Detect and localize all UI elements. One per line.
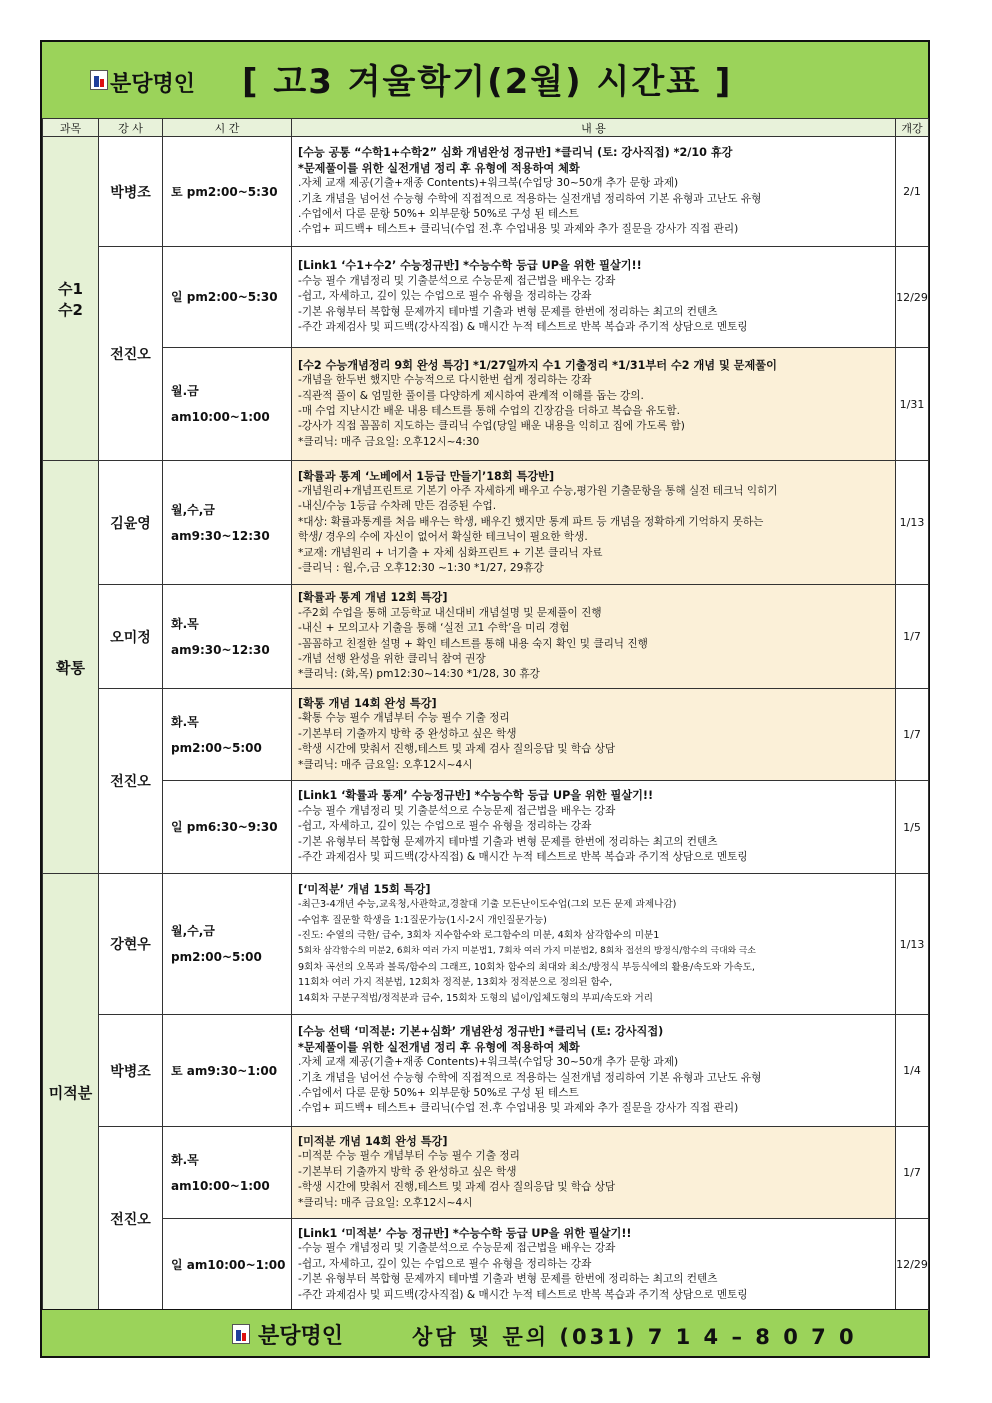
content-cell: [292, 137, 896, 247]
header-brand: 분당명인: [110, 72, 196, 97]
content-line: *클리닉: 매주 금요일: 오후12시~4시: [298, 1196, 473, 1209]
content-line: -주간 과제검사 및 피드백(강사직접) & 매시간 누적 테스트로 반복 복습과 주기적 상담으로 멘토링: [298, 851, 748, 864]
page-header: [42, 42, 928, 119]
footer-brand: 분당명인: [258, 1324, 344, 1349]
time-days: 월,수,금: [171, 924, 215, 938]
content-line: -미적분 수능 필수 개념부터 수능 필수 기출 정리: [298, 1150, 520, 1163]
open-date: 1/4: [896, 1015, 929, 1127]
timetable-frame: [40, 40, 930, 1358]
content-line: 9회차 곡선의 오목과 볼록/함수의 그래프, 10회차 함수의 최대와 최소/방정식 부등식에의 활용/속도와 가속도,: [298, 961, 755, 973]
table-row: [43, 781, 929, 874]
table-header-row: [43, 119, 929, 137]
table-row: [43, 585, 929, 689]
open-date: 1/7: [896, 1127, 929, 1219]
content-line: -매 수업 지난시간 배운 내용 테스트를 통해 수업의 긴장감을 더하고 복습을 유도함.: [298, 405, 680, 417]
subject-probability: 확통: [43, 461, 99, 874]
content-cell: [292, 247, 896, 348]
time-hours: am10:00~1:00: [171, 410, 270, 424]
time-days: 월.금: [171, 384, 199, 398]
content-line: .기초 개념을 넘어선 수능형 수학에 직접적으로 적용하는 실전개념 정리하여 기본 유형과 고난도 유형: [298, 1071, 762, 1084]
col-time: 시 간: [163, 119, 292, 137]
table-row: [43, 1015, 929, 1127]
content-line: 학생/ 경우의 수에 자신이 없어서 확실한 테크닉이 필요한 학생.: [298, 531, 588, 544]
content-line: .자체 교재 제공(기출+재종 Contents)+워크북(수업당 30~50개 추가 문항 과제): [298, 177, 679, 190]
teacher-cell: 박병조: [99, 1015, 163, 1127]
content-line: -클리닉 : 월,수,금 오후12:30 ~1:30 *1/27, 29휴강: [298, 562, 544, 575]
content-line: 5회차 삼각함수의 미분2, 6회차 여러 가지 미분법1, 7회차 여러 가지 미분법2, 8회차 접선의 방정식/함수의 극대와 극소: [298, 946, 756, 956]
open-date: 1/7: [896, 689, 929, 781]
content-line: 14회차 구분구적법/정적분과 급수, 15회차 도형의 넓이/입체도형의 부피/속도와 거리: [298, 992, 654, 1004]
content-line: .수업+ 피드백+ 테스트+ 클리닉(수업 전.후 수업내용 및 과제와 추가 질문을 강사가 직접 관리): [298, 223, 739, 236]
table-row: [43, 247, 929, 348]
content-line: -개념을 한두번 했지만 수능적으로 다시한번 쉽게 정리하는 강좌: [298, 374, 592, 387]
time-cell: 화.목 pm2:00~5:00: [163, 689, 292, 781]
time-days: 화.목: [171, 616, 199, 631]
page-title: [ 고3 겨울학기(2월) 시간표 ]: [242, 62, 733, 102]
content-line: -꼼꼼하고 친절한 설명 + 확인 테스트를 통해 내용 숙지 확인 및 클리닉 진행: [298, 637, 648, 650]
content-line: [Link1 ‘확률과 통계’ 수능정규반] *수능수학 등급 UP을 위한 필살기!!: [298, 789, 654, 803]
content-line: [수2 수능개념정리 9회 완성 특강] *1/27일까지 수1 기출정리 *1/31부터 수2 개념 및 문제풀이: [298, 358, 777, 372]
table-row: [43, 348, 929, 461]
content-line: .자체 교재 제공(기출+재종 Contents)+워크북(수업당 30~50개 추가 문항 과제): [298, 1056, 679, 1069]
teacher-cell: 김윤영: [99, 461, 163, 585]
time-cell: 토 am9:30~1:00: [163, 1015, 292, 1127]
content-line: -내신/수능 1등급 수차례 만든 검증된 수업.: [298, 500, 497, 513]
open-date: 12/29: [896, 247, 929, 348]
content-cell: [292, 585, 896, 689]
content-line: -확통 수능 필수 개념부터 수능 필수 기출 정리: [298, 712, 510, 725]
content-line: -수능 필수 개념정리 및 기출분석으로 수능문제 접근법을 배우는 강좌: [298, 274, 616, 287]
content-line: -직관적 풀이 & 엄밀한 풀이를 다양하게 제시하여 관계적 이해를 돕는 강의.: [298, 389, 644, 402]
open-date: 1/31: [896, 348, 929, 461]
open-date: 1/7: [896, 585, 929, 689]
content-line: .수업+ 피드백+ 테스트+ 클리닉(수업 전.후 수업내용 및 과제와 추가 질문을 강사가 직접 관리): [298, 1102, 739, 1115]
time-cell: 토 pm2:00~5:30: [163, 137, 292, 247]
table-row: [43, 1127, 929, 1219]
content-cell: [292, 1127, 896, 1219]
content-line: [미적분 개념 14회 완성 특강]: [298, 1134, 448, 1148]
timetable: [42, 118, 929, 1311]
content-line: *대상: 확률과통계를 처음 배우는 학생, 배우긴 했지만 통계 파트 등 개념을 정확하게 기억하지 못하는: [298, 515, 764, 528]
open-date: 2/1: [896, 137, 929, 247]
content-line: -최근3-4개년 수능,교육청,사관학교,경찰대 기출 모든난이도수업(그외 모든 문제 과제나감): [298, 899, 677, 911]
content-line: -기본 유형부터 복합형 문제까지 테마별 기출과 변형 문제를 한번에 정리하는 최고의 컨텐츠: [298, 835, 718, 848]
time-cell: [163, 1127, 292, 1219]
content-line: *교재: 개념원리 + 너기출 + 자체 심화프린트 + 기본 클리닉 자료: [298, 546, 603, 559]
table-row: [43, 1219, 929, 1311]
time-cell: [163, 585, 292, 689]
open-date: 1/5: [896, 781, 929, 874]
content-line: -주간 과제검사 및 피드백(강사직접) & 매시간 누적 테스트로 반복 복습과 주기적 상담으로 멘토링: [298, 321, 748, 334]
content-cell: [292, 348, 896, 461]
content-line: 11회차 여러 가지 적분법, 12회차 정적분, 13회차 정적분으로 정의된 함수,: [298, 977, 613, 989]
content-line: [‘미적분’ 개념 15회 특강]: [298, 882, 431, 896]
teacher-cell: 전진오: [99, 689, 163, 874]
time-days: 화.목: [171, 1152, 199, 1167]
page-footer: [42, 1309, 928, 1356]
table-row: [43, 689, 929, 781]
time-cell: 일 pm2:00~5:30: [163, 247, 292, 348]
content-line: *클리닉: 매주 금요일: 오후12시~4시: [298, 758, 473, 771]
academy-logo-icon: [232, 1324, 250, 1344]
content-line: .수업에서 다룬 문항 50%+ 외부문항 50%로 구성 된 테스트: [298, 1086, 579, 1099]
content-line: -쉽고, 자세하고, 깊이 있는 수업으로 필수 유형을 정리하는 강좌: [298, 820, 592, 833]
content-cell: [292, 781, 896, 874]
content-cell: [292, 1015, 896, 1127]
content-line: -기본 유형부터 복합형 문제까지 테마별 기출과 변형 문제를 한번에 정리하는 최고의 컨텐츠: [298, 1273, 718, 1286]
time-cell: [163, 461, 292, 585]
content-line: -기본 유형부터 복합형 문제까지 테마별 기출과 변형 문제를 한번에 정리하는 최고의 컨텐츠: [298, 305, 718, 318]
content-line: -쉽고, 자세하고, 깊이 있는 수업으로 필수 유형을 정리하는 강좌: [298, 290, 592, 303]
content-line: [확통 개념 14회 완성 특강]: [298, 696, 437, 710]
content-line: -수능 필수 개념정리 및 기출분석으로 수능문제 접근법을 배우는 강좌: [298, 1242, 616, 1255]
content-line: -주2회 수업을 통해 고등학교 내신대비 개념설명 및 문제풀이 진행: [298, 606, 602, 619]
open-date: 1/13: [896, 461, 929, 585]
teacher-cell: 강현우: [99, 874, 163, 1015]
time-hours: am9:30~12:30: [171, 528, 270, 543]
open-date: 12/29: [896, 1219, 929, 1311]
content-line: *클리닉: (화,목) pm12:30~14:30 *1/28, 30 휴강: [298, 668, 540, 681]
subject-math12: 수1 수2: [43, 137, 99, 461]
content-line: -개념 선행 완성을 위한 클리닉 참여 권장: [298, 652, 486, 665]
content-line: -수업후 질문할 학생을 1:1질문가능(1시-2시 개인질문가능): [298, 914, 547, 926]
content-line: .기초 개념을 넘어선 수능형 수학에 직접적으로 적용하는 실전개념 정리하여 기본 유형과 고난도 유형: [298, 192, 762, 205]
content-cell: [292, 689, 896, 781]
content-cell: [292, 461, 896, 585]
open-date: 1/13: [896, 874, 929, 1015]
content-line: *클리닉: 매주 금요일: 오후12시~4:30: [298, 435, 480, 448]
content-line: -기본부터 기출까지 방학 중 완성하고 싶은 학생: [298, 1165, 517, 1178]
content-line: [Link1 ‘수1+수2’ 수능정규반] *수능수학 등급 UP을 위한 필살기!!: [298, 259, 642, 273]
content-line: *문제풀이를 위한 실전개념 정리 후 유형에 적용하여 체화: [298, 1040, 580, 1054]
content-line: -학생 시간에 맞춰서 진행,테스트 및 과제 검사 질의응답 및 학습 상담: [298, 743, 616, 756]
content-line: [확률과 통계 개념 12회 특강]: [298, 591, 448, 605]
contact-phone: 상담 및 문의 (031) 7 1 4 – 8 0 7 0: [412, 1325, 857, 1349]
time-cell: 일 am10:00~1:00: [163, 1219, 292, 1311]
table-row: [43, 137, 929, 247]
time-cell: [163, 874, 292, 1015]
col-subject: 과목: [43, 119, 99, 137]
content-line: [수능 공통 “수학1+수학2” 심화 개념완성 정규반] *클리닉 (토: 강사직접) *2/10 휴강: [298, 146, 733, 160]
content-line: [확률과 통계 ‘노베에서 1등급 만들기’18회 특강반]: [298, 469, 555, 483]
academy-logo-icon: [90, 70, 108, 90]
content-line: [수능 선택 ‘미적분: 기본+심화’ 개념완성 정규반] *클리닉 (토: 강사직접): [298, 1025, 664, 1039]
table-row: [43, 461, 929, 585]
content-line: -주간 과제검사 및 피드백(강사직접) & 매시간 누적 테스트로 반복 복습과 주기적 상담으로 멘토링: [298, 1288, 748, 1301]
time-hours: am9:30~12:30: [171, 642, 270, 657]
col-content: 내 용: [292, 119, 896, 137]
teacher-cell: 박병조: [99, 137, 163, 247]
teacher-cell: 전진오: [99, 247, 163, 461]
subject-calculus: 미적분: [43, 874, 99, 1311]
time-cell: [163, 348, 292, 461]
content-line: -내신 + 모의고사 기출을 통해 ‘실전 고1 수학’을 미리 경험: [298, 622, 570, 635]
time-cell: 일 pm6:30~9:30: [163, 781, 292, 874]
content-line: -강사가 직접 꼼꼼히 지도하는 클리닉 수업(당일 배운 내용을 익히고 집에 가도록 함): [298, 420, 685, 433]
teacher-cell: 전진오: [99, 1127, 163, 1311]
table-row: [43, 874, 929, 1015]
content-line: *문제풀이를 위한 실전개념 정리 후 유형에 적용하여 체화: [298, 161, 580, 175]
content-cell: [292, 874, 896, 1015]
content-line: [Link1 ‘미적분’ 수능 정규반] *수능수학 등급 UP을 위한 필살기!!: [298, 1226, 632, 1240]
content-line: -쉽고, 자세하고, 깊이 있는 수업으로 필수 유형을 정리하는 강좌: [298, 1257, 592, 1270]
teacher-cell: 오미정: [99, 585, 163, 689]
content-line: -기본부터 기출까지 방학 중 완성하고 싶은 학생: [298, 727, 517, 740]
content-line: -수능 필수 개념정리 및 기출분석으로 수능문제 접근법을 배우는 강좌: [298, 804, 616, 817]
content-line: -진도: 수열의 극한/ 급수, 3회차 지수함수와 로그함수의 미분, 4회차 삼각함수의 미분1: [298, 930, 660, 942]
time-hours: am10:00~1:00: [171, 1178, 270, 1193]
content-line: .수업에서 다룬 문항 50%+ 외부문항 50%로 구성 된 테스트: [298, 207, 579, 220]
time-hours: pm2:00~5:00: [171, 950, 262, 964]
col-open: 개강: [896, 119, 929, 137]
time-days: 월,수,금: [171, 502, 215, 517]
col-teacher: 강 사: [99, 119, 163, 137]
content-cell: [292, 1219, 896, 1311]
content-line: -학생 시간에 맞춰서 진행,테스트 및 과제 검사 질의응답 및 학습 상담: [298, 1181, 616, 1194]
content-line: -개념원리+개념프린트로 기본기 아주 자세하게 배우고 수능,평가원 기출문항을 통해 실전 테크닉 익히기: [298, 484, 778, 497]
